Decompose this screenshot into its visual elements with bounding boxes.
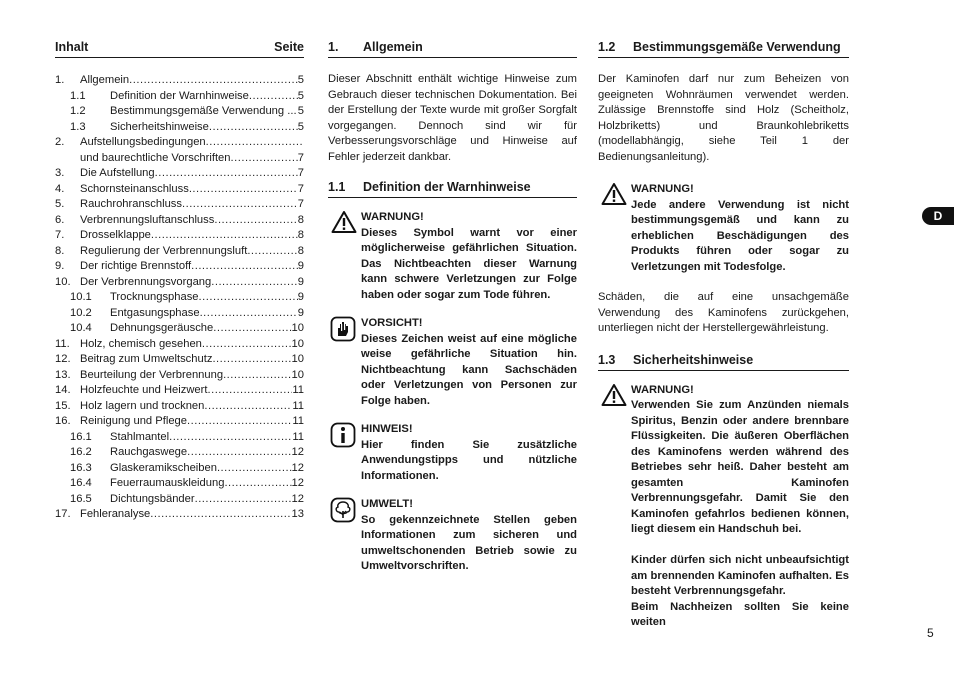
toc-entry-title: Entgasungsphase (110, 306, 200, 319)
toc-entry-page: 12 (291, 492, 304, 505)
toc-entry-number: 6. (55, 213, 65, 226)
toc-entry-page: 8 (297, 213, 304, 226)
toc-entry-page: 9 (297, 260, 304, 272)
notice-warning (598, 182, 849, 275)
toc-entry (55, 213, 304, 229)
toc-entry-number: 8. (55, 244, 65, 257)
toc-entry-number: 16.5 (70, 492, 92, 505)
toc-entry (55, 352, 304, 368)
toc-entry (55, 182, 304, 198)
toc-entry-number: 15. (55, 399, 71, 412)
toc-entry (55, 476, 304, 492)
toc-entry-title: Der Verbrennungsvorgang (80, 275, 212, 288)
toc-entry-page: 9 (297, 275, 304, 288)
toc-entry-page: 11 (292, 399, 304, 412)
toc-entry-page: 7 (297, 167, 304, 179)
notice-warning (598, 383, 849, 631)
toc-entry (55, 306, 304, 322)
notice-body (361, 422, 577, 484)
toc-entry-title: Rauchgaswege (110, 446, 188, 458)
toc-entry (55, 290, 304, 306)
toc-entry-number: 1.2 (70, 105, 86, 117)
toc-entry-title: Feuerraumauskleidung (110, 477, 225, 489)
toc-entry-page: 12 (291, 477, 304, 489)
notice-title: UMWELT! (361, 498, 413, 510)
toc-leader (212, 352, 291, 368)
section-title: Bestimmungsgemäße Verwendung (633, 40, 841, 54)
toc-entry-page: 10 (291, 337, 304, 350)
toc-entry (55, 399, 304, 415)
toc-entry (55, 120, 304, 136)
toc-leader (191, 259, 298, 275)
intro-paragraph: Dieser Abschnitt enthält wichtige Hinweise zum Gebrauch dieser technischen Dokumentation. Bei der Erstellung der Texte wurde mit großer Sorgfalt vorgegangen. Dennoch sind wir für Verbesserungsvorschläge und Hinweise auf Fehler jederzeit dankbar. (328, 73, 577, 163)
toc-entry-page: 5 (297, 74, 304, 86)
notice-title: WARNUNG! (361, 211, 424, 223)
toc-entry-number: 12. (55, 353, 71, 365)
notice-text: Kinder dürfen sich nicht unbeaufsichtigt am brennenden Kaminofen aufhalten. Es besteht Verbrennungsgefahr. (631, 554, 849, 597)
notice-title: WARNUNG! (631, 183, 694, 195)
toc-leader (202, 337, 292, 353)
section-allgemein (328, 38, 577, 575)
toc-leader (204, 399, 292, 415)
section-heading (328, 38, 577, 58)
section-number: 1. (328, 40, 339, 54)
toc-entry-title: Sicherheitshinweise (110, 120, 209, 133)
toc-entry-page: 7 (297, 151, 304, 164)
toc-entry-number: 10.4 (70, 322, 92, 334)
toc-leader (189, 182, 298, 198)
section-heading (598, 38, 849, 58)
toc-leader (169, 430, 292, 446)
toc-entry-number: 16.3 (70, 461, 92, 474)
notice-body (361, 497, 577, 575)
toc-entry-page: 12 (291, 461, 304, 474)
notice-text: Dieses Symbol warnt vor einer möglicherweise gefährlichen Situation. Das Nichtbeachten dieser Warnung kann schwere Verletzungen zur Folge haben oder sogar zum Tode führen. (361, 226, 577, 301)
toc-entry-title: Dichtungsbänder (110, 492, 195, 505)
toc-entry-title: Holz, chemisch gesehen (80, 337, 202, 350)
toc-entry-page: 11 (292, 430, 304, 443)
toc-leader (199, 290, 298, 306)
toc-entry-title: Die Aufstellung (80, 167, 155, 179)
toc-entry (55, 445, 304, 461)
toc-leader (182, 197, 298, 213)
toc-entry-page: 11 (292, 384, 304, 396)
toc-entry-title: Der richtige Brennstoff (80, 260, 192, 272)
toc-page-heading: Seite (274, 40, 304, 54)
environment-tree-icon (328, 497, 361, 575)
toc-entry (55, 135, 304, 151)
toc-entry-title: Stahlmantel (110, 430, 170, 443)
toc-leader (151, 228, 298, 244)
toc-entry-page: 7 (297, 198, 304, 210)
usage-paragraph: Der Kaminofen darf nur zum Beheizen von geeigneten Wohnräumen verwendet werden. Zulässige Brennstoffe sind Holz (Scheitholz, Holzbriketts) und Braunkohlebriketts (modellabhängig, siehe Teil 1 der Bedienungsanleitung). (598, 73, 849, 163)
toc-entry (55, 104, 304, 120)
section-heading (598, 351, 849, 371)
toc-entry-number: 14. (55, 384, 71, 396)
subsection-heading (328, 178, 577, 198)
toc-entry-title: Allgemein (80, 74, 130, 86)
toc-entry (55, 73, 304, 89)
notice-body (361, 210, 577, 303)
toc-entry-title: Definition der Warnhinweise (110, 89, 249, 102)
toc-entry-page: 10 (291, 322, 304, 334)
toc-entry-number: 9. (55, 260, 65, 272)
toc-entry-number: 17. (55, 508, 71, 520)
toc-entry-title: und baurechtliche Vorschriften (80, 151, 231, 164)
toc-entry-title: Holzfeuchte und Heizwert (80, 384, 208, 396)
toc-leader (187, 445, 291, 461)
toc-leader (247, 244, 297, 260)
toc-entry-title: Aufstellungsbedingungen (80, 136, 206, 148)
caution-hand-icon (328, 316, 361, 409)
toc-entry-title: Fehleranalyse (80, 508, 151, 520)
notice-title: HINWEIS! (361, 423, 413, 435)
toc-entry-page: 9 (297, 306, 304, 319)
toc-entry-number: 3. (55, 167, 65, 179)
toc-entry-title: Verbrennungsluftanschluss (80, 213, 215, 226)
table-of-contents (55, 38, 304, 523)
notice-text: Dieses Zeichen weist auf eine mögliche weise gefährliche Situation hin. Nichtbeachtung kann Sachschäden oder Verletzungen von Personen zur Folge haben. (361, 332, 577, 407)
toc-entry-page: 5 (297, 89, 304, 102)
toc-leader (129, 73, 298, 89)
toc-entry-title: Regulierung der Verbrennungsluft (80, 244, 248, 257)
section-title: Allgemein (363, 40, 423, 54)
notice-text: Hier finden Sie zusätzliche Anwendungstipps und nützliche Informationen. (361, 438, 577, 482)
notice-text: Jede andere Verwendung ist nicht bestimmungsgemäß und kann zu erheblichen Beschädigungen des Produkts führen oder sogar zu Verletzungen mit Todesfolge. (631, 198, 849, 273)
toc-entry-page: 8 (297, 229, 304, 241)
toc-entry-number: 16. (55, 415, 71, 427)
toc-entry-title: Glaskeramikscheiben (110, 461, 217, 474)
toc-entry (55, 89, 304, 105)
toc-entry-number: 11. (55, 337, 70, 350)
toc-entry-title: Beitrag zum Umweltschutz (80, 353, 213, 365)
toc-entry-number: 1.3 (70, 120, 86, 133)
toc-entry-continuation (55, 151, 304, 167)
toc-leader (209, 120, 298, 136)
toc-entry (55, 275, 304, 291)
toc-leader (214, 213, 297, 229)
toc-entry-number: 5. (55, 198, 65, 210)
toc-entry-title: Drosselklappe (80, 229, 151, 241)
notice-body (361, 316, 577, 409)
toc-entry-number: 13. (55, 368, 71, 381)
toc-entry-number: 10. (55, 275, 71, 288)
toc-entry-page: 10 (291, 368, 304, 381)
notice-title: WARNUNG! (631, 383, 694, 396)
notice-environment (328, 497, 577, 575)
warning-triangle-icon (598, 182, 631, 275)
info-icon (328, 422, 361, 484)
toc-leader (207, 383, 292, 399)
toc-entry-title: Holz lagern und trocknen (80, 399, 205, 412)
toc-list (55, 73, 304, 523)
notice-title: VORSICHT! (361, 317, 423, 329)
toc-leader (213, 321, 291, 337)
section-number: 1.2 (598, 40, 616, 54)
toc-entry (55, 430, 304, 446)
notice-caution (328, 316, 577, 409)
warning-triangle-icon (598, 383, 631, 631)
toc-entry-title: Trocknungsphase (110, 291, 199, 303)
toc-entry-title: Schornsteinanschluss (80, 182, 189, 195)
section-number: 1.3 (598, 352, 616, 367)
subsection-title: Definition der Warnhinweise (363, 180, 531, 194)
page-number: 5 (927, 626, 934, 640)
toc-leader (223, 368, 291, 384)
toc-entry-number: 7. (55, 229, 65, 241)
toc-entry (55, 166, 304, 182)
toc-leader (231, 151, 298, 167)
toc-entry-page: 13 (291, 508, 304, 520)
toc-entry-title: Bestimmungsgemäße Verwendung .. (110, 105, 294, 117)
notice-text: So gekennzeichnete Stellen geben Informationen zum sicheren und umweltschonenden Betrieb sowie zu Umweltvorschriften. (361, 513, 577, 572)
toc-entry-title: Beurteilung der Verbrennung (80, 368, 224, 381)
toc-leader (200, 306, 298, 322)
notice-text: Beim Nachheizen sollten Sie keine weiten (631, 600, 849, 628)
toc-heading: Inhalt (55, 40, 89, 54)
toc-entry-page: 7 (297, 182, 304, 195)
toc-entry (55, 461, 304, 477)
toc-entry-page: 9 (297, 291, 304, 303)
toc-entry-page: 12 (291, 446, 304, 458)
toc-entry-number: 16.4 (70, 477, 92, 489)
toc-header (55, 38, 304, 58)
toc-leader (187, 414, 292, 430)
subsection-number: 1.1 (328, 180, 346, 194)
toc-leader (211, 275, 298, 291)
toc-leader (224, 476, 291, 492)
toc-entry-number: 16.1 (70, 430, 92, 443)
section-usage-safety (598, 38, 849, 631)
toc-entry-number: 16.2 (70, 446, 92, 458)
section-title: Sicherheitshinweise (633, 352, 754, 367)
toc-entry (55, 244, 304, 260)
toc-leader (155, 166, 298, 182)
toc-entry (55, 259, 304, 275)
toc-entry-page: 5 (297, 120, 304, 133)
language-tab: D (922, 207, 954, 225)
toc-entry-title: Dehnungsgeräusche (110, 322, 214, 334)
toc-entry-title: Reinigung und Pflege (80, 415, 187, 427)
notice-text: Verwenden Sie zum Anzünden niemals Spiritus, Benzin oder andere brennbare Flüssigkeiten. Die äußeren Oberflächen des Kaminofens werden während des Betriebes sehr heiß. Daher besteht am gesamten Kaminofen Verbrennungsgefahr. Damit Sie den Kaminofen gefahrlos bedienen können, liegt diesem ein Handschuh bei. (631, 399, 849, 535)
warning-triangle-icon (328, 210, 361, 303)
toc-leader (217, 461, 292, 477)
notice-body (631, 182, 849, 275)
toc-entry (55, 368, 304, 384)
toc-entry-page: 10 (291, 353, 304, 365)
toc-entry-page: 11 (292, 415, 304, 427)
toc-leader (195, 492, 292, 508)
liability-paragraph: Schäden, die auf eine unsachgemäße Verwendung des Kaminofens zurückgehen, unterliegen nicht der Herstellergewährleistung. (598, 291, 849, 334)
toc-entry (55, 492, 304, 508)
toc-entry (55, 197, 304, 213)
toc-entry-number: 1. (55, 74, 65, 86)
toc-entry (55, 507, 304, 523)
toc-entry (55, 337, 304, 353)
toc-entry-number: 4. (55, 182, 65, 195)
toc-entry-title: Rauchrohranschluss (80, 198, 182, 210)
notice-warning (328, 210, 577, 303)
toc-leader (206, 135, 304, 151)
toc-entry-number: 1.1 (70, 89, 86, 102)
notice-info (328, 422, 577, 484)
toc-leader (249, 89, 298, 105)
toc-entry-page: 5 (297, 105, 304, 117)
toc-entry (55, 228, 304, 244)
notice-body (631, 383, 849, 631)
toc-entry (55, 414, 304, 430)
toc-leader (150, 507, 291, 523)
toc-entry-number: 10.2 (70, 306, 92, 319)
toc-entry (55, 383, 304, 399)
toc-entry (55, 321, 304, 337)
toc-entry-number: 2. (55, 136, 65, 148)
toc-entry-number: 10.1 (70, 291, 92, 303)
toc-entry-page: 8 (297, 244, 304, 257)
